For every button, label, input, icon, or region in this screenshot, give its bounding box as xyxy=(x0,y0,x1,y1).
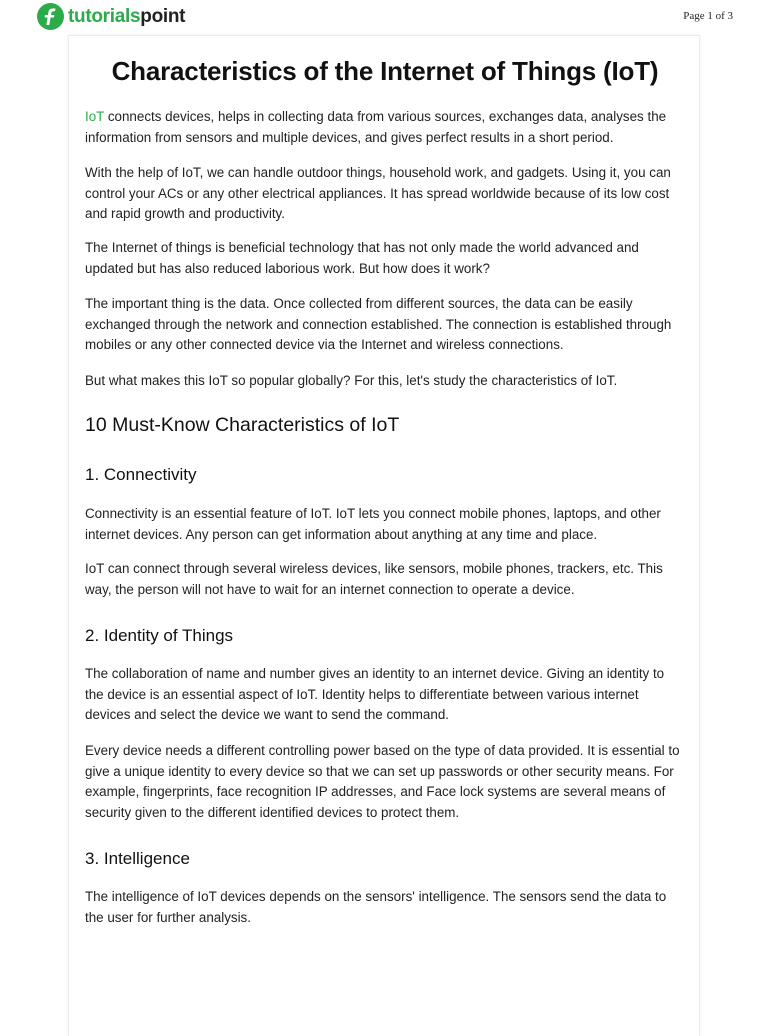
connectivity-paragraph-2: IoT can connect through several wireless devices, like sensors, mobile phones, trackers, etc. This way, the person will not have to wait for an internet connection to operate a device. xyxy=(85,561,663,597)
heading-intelligence: 3. Intelligence xyxy=(85,849,190,868)
logo-text-point: point xyxy=(140,6,186,27)
intelligence-paragraph-1: The intelligence of IoT devices depends on the sensors' intelligence. The sensors send the data to the user for further analysis. xyxy=(85,889,667,925)
intro-text: connects devices, helps in collecting data from various sources, exchanges data, analyses the information from sensors and multiple devices, and gives perfect results in a short period. xyxy=(85,109,667,145)
iot-link[interactable]: IoT xyxy=(85,109,105,124)
logo-icon xyxy=(37,3,64,30)
paragraph-4: The important thing is the data. Once collected from different sources, the data can be easily exchanged through the network and connection established. The connection is established through mobiles or any other connected device via the Internet and wireless connections. xyxy=(85,296,672,353)
paragraph-3: The Internet of things is beneficial technology that has not only made the world advanced and updated but has also reduced laborious work. But how does it work? xyxy=(85,240,639,276)
paragraph-5: But what makes this IoT so popular globally? For this, let's study the characteristics of IoT. xyxy=(85,373,618,388)
page-indicator: Page 1 of 3 xyxy=(683,10,733,22)
intro-paragraph xyxy=(85,107,685,148)
document-page xyxy=(68,35,700,1036)
paragraph-2: With the help of IoT, we can handle outdoor things, household work, and gadgets. Using it, you can control your ACs or any other electrical appliances. It has spread worldwide because of its low cost and rapid growth and productivity. xyxy=(85,165,671,222)
identity-paragraph-2: Every device needs a different controlling power based on the type of data provided. It is essential to give a unique identity to every device so that we can set up passwords or other security means. For example, fingerprints, face recognition IP addresses, and Face lock systems are several means of security given to the different identified devices to protect them. xyxy=(85,743,680,820)
connectivity-paragraph-1: Connectivity is an essential feature of IoT. IoT lets you connect mobile phones, laptops, and other internet devices. Any person can get information about anything at any time and place. xyxy=(85,506,661,542)
page-title: Characteristics of the Internet of Things (IoT) xyxy=(111,56,659,86)
heading-identity-of-things: 2. Identity of Things xyxy=(85,626,234,645)
logo-text-tutorials: tutorials xyxy=(68,6,141,27)
logo-wordmark xyxy=(68,3,185,30)
section-heading: 10 Must-Know Characteristics of IoT xyxy=(85,414,400,436)
heading-connectivity: 1. Connectivity xyxy=(85,465,197,484)
top-bar xyxy=(0,0,768,36)
tutorialspoint-logo[interactable] xyxy=(37,3,185,30)
identity-paragraph-1: The collaboration of name and number gives an identity to an internet device. Giving an identity to the device is an essential aspect of IoT. Identity helps to differentiate between various internet devices and select the device we want to send the command. xyxy=(85,666,665,723)
